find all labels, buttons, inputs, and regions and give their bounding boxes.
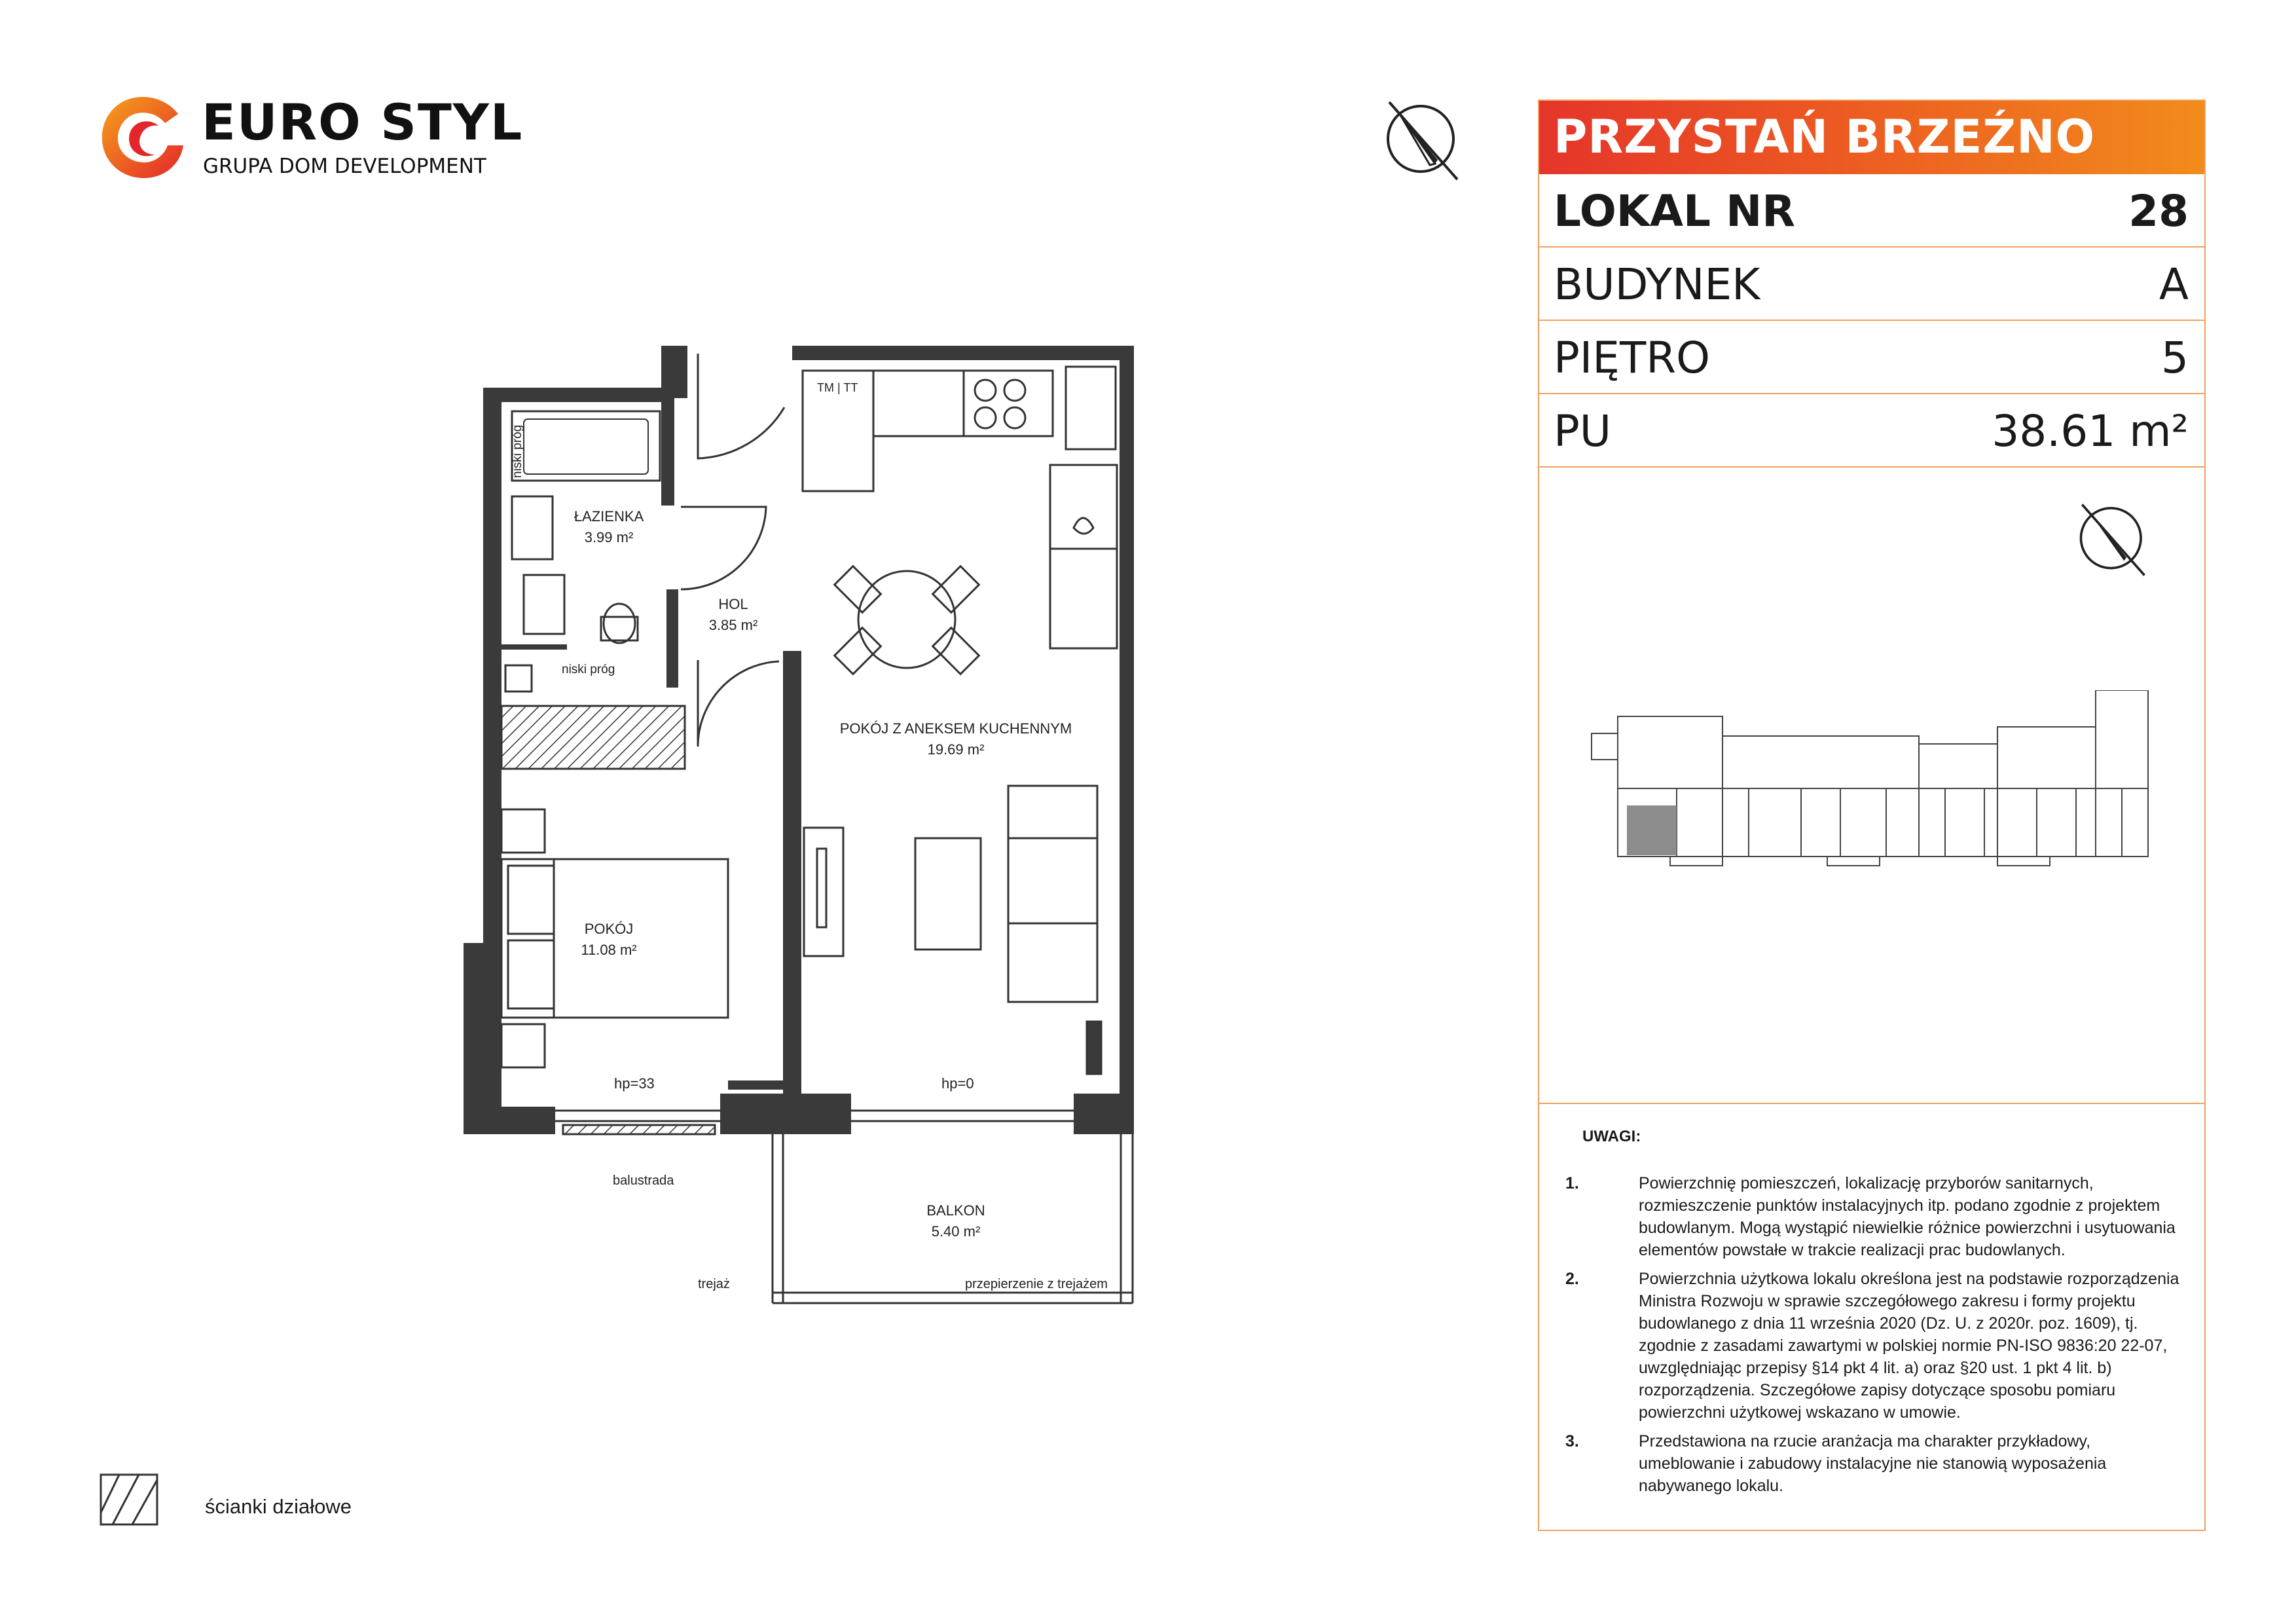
area-value: 38.61 m² [1992,406,2189,456]
room-balcony-area: 5.40 m² [931,1223,981,1240]
project-title: PRZYSTAŃ BRZEŹNO [1554,110,2096,164]
bed [501,809,728,1067]
note-text: Powierzchnię pomieszczeń, lokalizację przyborów sanitarnych, rozmieszczenie punktów instalacyjnych itp. podano zgodnie z projektem budowlanym. Mogą wystąpić niewielkie różnice powierzchni i usytuowania elementów powstałe w trakcie realizacji prac budowlanych. [1639,1174,2176,1259]
notes-title: UWAGI: [1582,1128,1641,1145]
dining-table [835,566,979,674]
row-unit-number [1539,174,2204,248]
room-living-name: POKÓJ Z ANEKSEM KUCHENNYM [839,720,1072,737]
info-panel [1538,100,2206,1531]
floor-value: 5 [2161,333,2189,383]
notes-divider [1539,1103,2204,1104]
unit-number-label: LOKAL NR [1554,186,1796,236]
row-area [1539,394,2204,468]
room-hall-area: 3.85 m² [708,617,758,633]
toilet [601,617,638,640]
partition-label: przepierzenie z trejażem [965,1277,1108,1291]
note-number: 2. [1565,1270,1579,1288]
compass-icon [1380,90,1465,183]
unit-highlight [1627,805,1677,855]
row-building [1539,248,2204,321]
brand-subtitle: GRUPA DOM DEVELOPMENT [203,155,486,178]
low-threshold-label: niski próg [562,663,615,676]
partition-legend-swatch [100,1473,158,1526]
floor-plan [0,0,1178,1375]
room-bathroom-area: 3.99 m² [584,529,634,545]
key-plan [1578,690,2155,867]
bathtub [512,411,660,481]
washing-machine [524,575,564,634]
kitchen-units [803,367,1117,648]
note-text: Przedstawiona na rzucie aranżacja ma charakter przykładowy, umeblowanie i zabudowy instalacyjne nie stanowią wyposażenia nabywanego lokalu. [1639,1432,2107,1495]
unit-number-value: 28 [2128,186,2189,236]
interior-walls [501,398,801,1094]
note-number: 1. [1565,1174,1579,1192]
partition-legend-label: ścianki działowe [205,1495,352,1518]
room-bedroom-area: 11.08 m² [581,942,637,958]
tm-tt-label: TM | TT [817,381,858,394]
room-balcony-name: BALKON [926,1202,985,1219]
hp-living-label: hp=0 [941,1075,974,1092]
compass-icon [2073,494,2152,579]
note-text: Powierzchnia użytkowa lokalu określona jest na podstawie rozporządzenia Ministra Rozwoju w sprawie szczegółowego zakresu i formy projektu budowlanego z dnia 11 września 2020 (Dz. U. z 2020r. poz. 1609), tj. zgodnie z zasadami zawartymi w polskiej normie PN-ISO 9836:20 22-07, uwzględniając przepisy §14 pkt 4 lit. a) oraz §20 ust. 1 pkt 4 lit. b) rozporządzenia. Szczegółowe zapisy dotyczące sposobu pomiaru powierzchni użytkowej wskazano w umowie. [1639,1270,2179,1422]
project-title-bar [1539,101,2204,174]
trellis-label: trejaż [698,1277,730,1291]
brand-name: EURO STYL [202,93,524,151]
row-floor [1539,321,2204,394]
room-hall-name: HOL [718,596,748,612]
doors [681,354,784,747]
living-furniture [804,786,1101,1074]
note-number: 3. [1565,1432,1579,1450]
hp-bedroom-label: hp=33 [614,1075,655,1092]
room-bedroom-name: POKÓJ [584,921,634,937]
railing-label: balustrada [613,1173,674,1188]
building-label: BUDYNEK [1554,259,1760,310]
room-bathroom-name: ŁAZIENKA [574,508,644,525]
room-living-area: 19.69 m² [927,741,985,758]
floor-label: PIĘTRO [1554,333,1711,383]
sink [512,496,553,559]
building-value: A [2159,259,2189,310]
area-label: PU [1554,406,1612,456]
low-threshold-label-bath: niski próg [511,424,524,478]
